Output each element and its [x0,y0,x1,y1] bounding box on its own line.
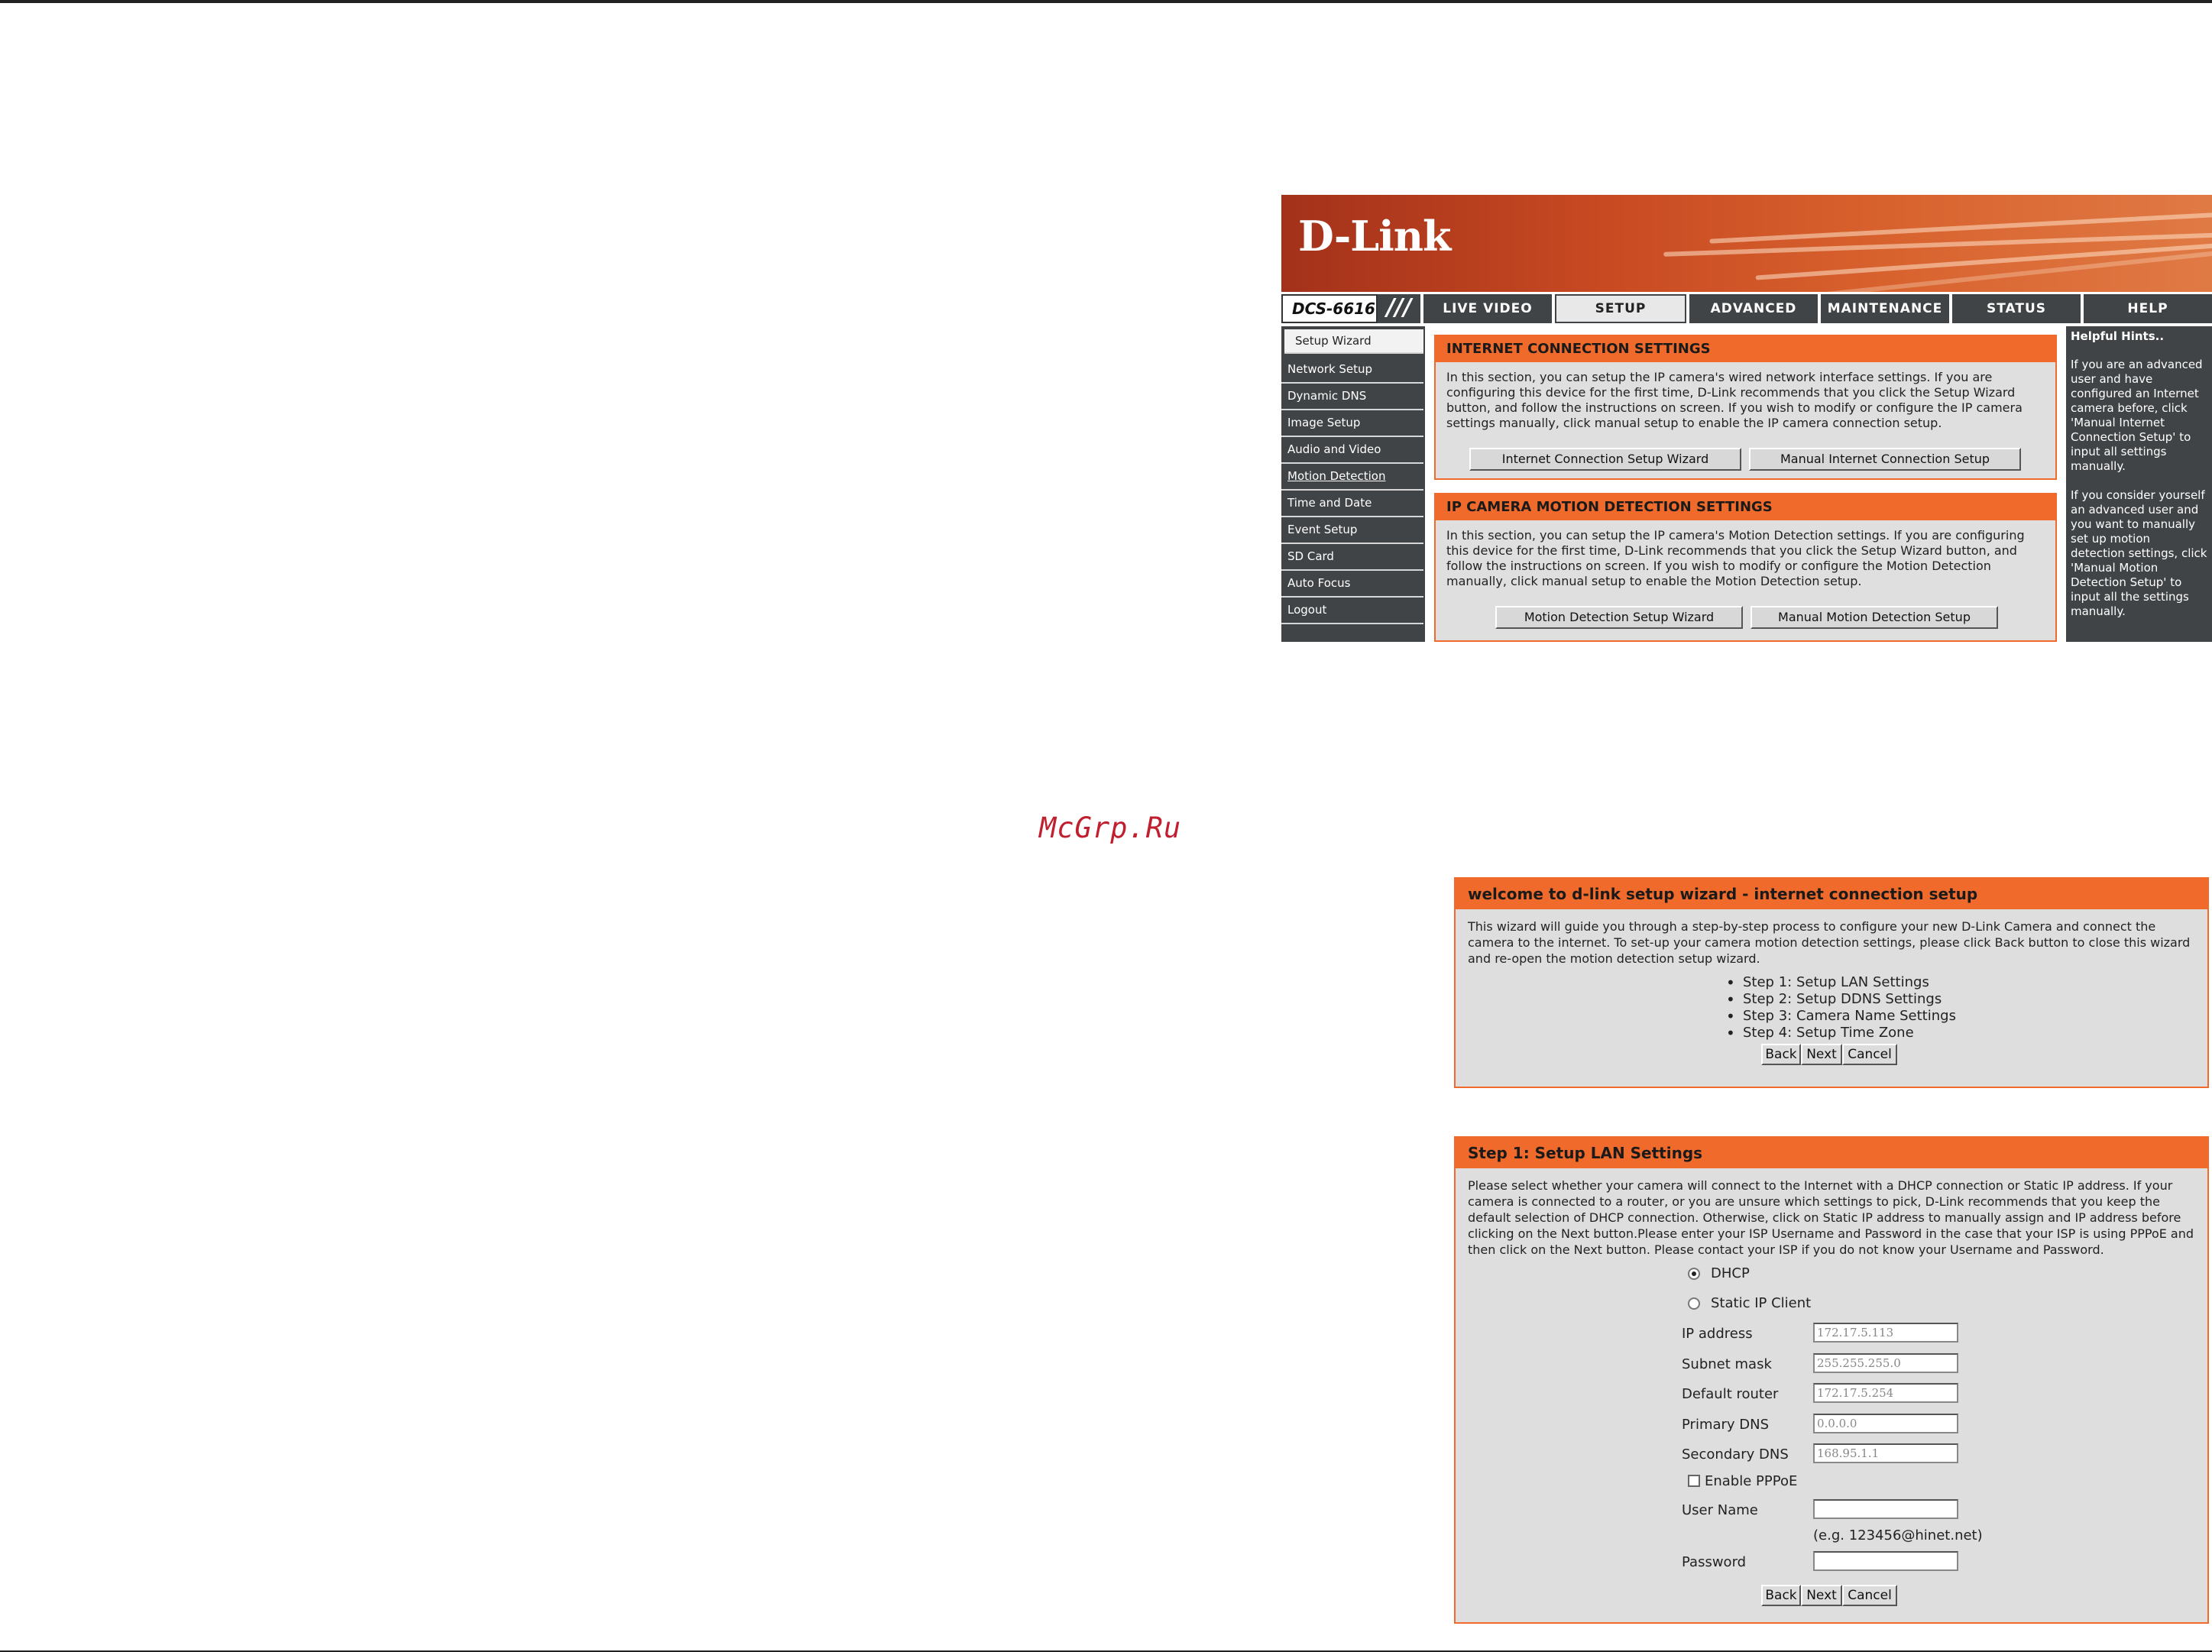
panel-title: IP CAMERA MOTION DETECTION SETTINGS [1436,494,2055,520]
wizard-title: welcome to d-link setup wizard - internet connection setup [1456,879,2207,909]
internet-connection-panel [1434,335,2057,480]
motion-detection-panel [1434,493,2057,642]
wizard-intro-text: This wizard will guide you through a step-by-step process to configure your new D-Link Camera and connect the camera to the internet. To set-up your camera motion detection settings, please click Back button to close this wizard and re-open the motion detection setup wizard. [1468,919,2191,966]
wizard-welcome-panel [1454,877,2209,1088]
manual-motion-setup-button[interactable]: Manual Motion Detection Setup [1750,606,1998,629]
username-label: User Name [1682,1502,1758,1518]
panel-title: INTERNET CONNECTION SETTINGS [1436,336,2055,362]
wizard-steps [1723,974,2195,1041]
sidebar-item-audio-video[interactable]: Audio and Video [1281,437,1423,464]
secondary-dns-label: Secondary DNS [1682,1446,1789,1463]
tab-setup[interactable]: SETUP [1555,294,1686,323]
motion-setup-wizard-button[interactable]: Motion Detection Setup Wizard [1495,606,1743,629]
sidebar-item-event-setup[interactable]: Event Setup [1281,517,1423,544]
back-button[interactable]: Back [1761,1044,1801,1065]
sidebar-item-logout[interactable]: Logout [1281,598,1423,624]
secondary-dns-input[interactable]: 168.95.1.1 [1813,1443,1958,1463]
lan-intro-text: Please select whether your camera will connect to the Internet with a DHCP connection or Static IP address. If your camera is connected to a router, or you are unsure which settings to pick, D-Link recommends that you keep the default selection of DHCP connection. Otherwise, click on Static IP address to manually assign and IP address before clicking on the Next button.Please enter your ISP Username and Password in the case that your ISP is using PPPoE and then click on the Next button. Please contact your ISP if you do not know your Username and Password. [1468,1178,2194,1257]
list-item: • Step 3: Camera Name Settings [1723,1008,2195,1025]
helpful-hints [2066,326,2212,642]
camera-setup-screenshot [1281,195,2212,642]
tab-status[interactable]: STATUS [1952,294,2081,323]
ip-address-input[interactable]: 172.17.5.113 [1813,1323,1958,1343]
hint-text: If you are an advanced user and have configured an Internet camera before, click 'Manual Internet Connection Setup' to input all settings manually. [2071,358,2203,473]
lan-settings-panel [1454,1136,2209,1624]
next-button[interactable]: Next [1801,1585,1842,1606]
hint-text: If you consider yourself an advanced user and you want to manually set up motion detection settings, click 'Manual Motion Detection Setup' to input all the settings manually. [2071,488,2207,618]
watermark: McGrp.Ru [1039,811,1182,844]
sidebar-item-motion-detection[interactable]: Motion Detection [1281,464,1423,491]
password-label: Password [1682,1554,1747,1570]
hints-title: Helpful Hints.. [2071,329,2165,343]
dlink-logo: D-Link [1298,212,1451,261]
sidebar-item-dynamic-dns[interactable]: Dynamic DNS [1281,384,1423,410]
list-item: • Step 2: Setup DDNS Settings [1723,991,2195,1008]
cancel-button[interactable]: Cancel [1842,1044,1897,1065]
ip-address-label: IP address [1682,1326,1753,1342]
sidebar-item-time-date[interactable]: Time and Date [1281,491,1423,517]
sidebar-item-setup-wizard[interactable]: Setup Wizard [1284,329,1423,354]
tab-help[interactable]: HELP [2084,294,2212,323]
next-button[interactable]: Next [1801,1044,1842,1065]
sidebar [1281,326,1425,642]
panel-text: In this section, you can setup the IP camera's wired network interface settings. If you are configuring this device for the first time, D-Link recommends that you click the Setup Wizard button, and follow the instructions on screen. If you wish to modify or configure the IP camera settings manually, click manual setup to enable the IP camera connection setup. [1446,370,2023,430]
manual-internet-setup-button[interactable]: Manual Internet Connection Setup [1749,448,2021,471]
static-ip-radio[interactable] [1688,1297,1700,1310]
main-tabs [1423,294,2212,323]
top-rule [0,0,2212,3]
dhcp-label: DHCP [1711,1265,1750,1281]
subnet-mask-input[interactable]: 255.255.255.0 [1813,1353,1958,1373]
panel-text: In this section, you can setup the IP camera's Motion Detection settings. If you are configuring this device for the first time, D-Link recommends that you click the Setup Wizard button, and follow the instructions on screen. If you wish to modify or configure the Motion Detection manually, click manual setup to enable the Motion Detection setup. [1446,528,2025,588]
sidebar-item-network-setup[interactable]: Network Setup [1281,357,1423,384]
lan-title: Step 1: Setup LAN Settings [1456,1138,2207,1168]
sidebar-item-sd-card[interactable]: SD Card [1281,544,1423,571]
cancel-button[interactable]: Cancel [1842,1585,1897,1606]
model-label: DCS-6616 [1281,294,1378,323]
username-hint: (e.g. 123456@hinet.net) [1813,1527,1983,1543]
list-item: • Step 1: Setup LAN Settings [1723,974,2195,991]
primary-dns-label: Primary DNS [1682,1417,1770,1433]
dhcp-radio[interactable] [1688,1268,1700,1280]
password-input[interactable] [1813,1551,1958,1571]
sidebar-item-image-setup[interactable]: Image Setup [1281,410,1423,437]
internet-setup-wizard-button[interactable]: Internet Connection Setup Wizard [1469,448,1741,471]
back-button[interactable]: Back [1761,1585,1801,1606]
username-input[interactable] [1813,1499,1958,1519]
tab-maintenance[interactable]: MAINTENANCE [1821,294,1949,323]
enable-pppoe-checkbox[interactable] [1688,1475,1700,1487]
primary-dns-input[interactable]: 0.0.0.0 [1813,1414,1958,1433]
model-divider: /// [1378,294,1420,323]
static-ip-label: Static IP Client [1711,1295,1812,1311]
default-router-label: Default router [1682,1386,1779,1402]
subnet-mask-label: Subnet mask [1682,1356,1772,1372]
dlink-banner [1281,195,2212,292]
tab-live-video[interactable]: LIVE VIDEO [1423,294,1552,323]
tab-advanced[interactable]: ADVANCED [1689,294,1818,323]
list-item: • Step 4: Setup Time Zone [1723,1025,2195,1041]
enable-pppoe-label: Enable PPPoE [1705,1473,1798,1489]
sidebar-item-auto-focus[interactable]: Auto Focus [1281,571,1423,598]
default-router-input[interactable]: 172.17.5.254 [1813,1383,1958,1403]
